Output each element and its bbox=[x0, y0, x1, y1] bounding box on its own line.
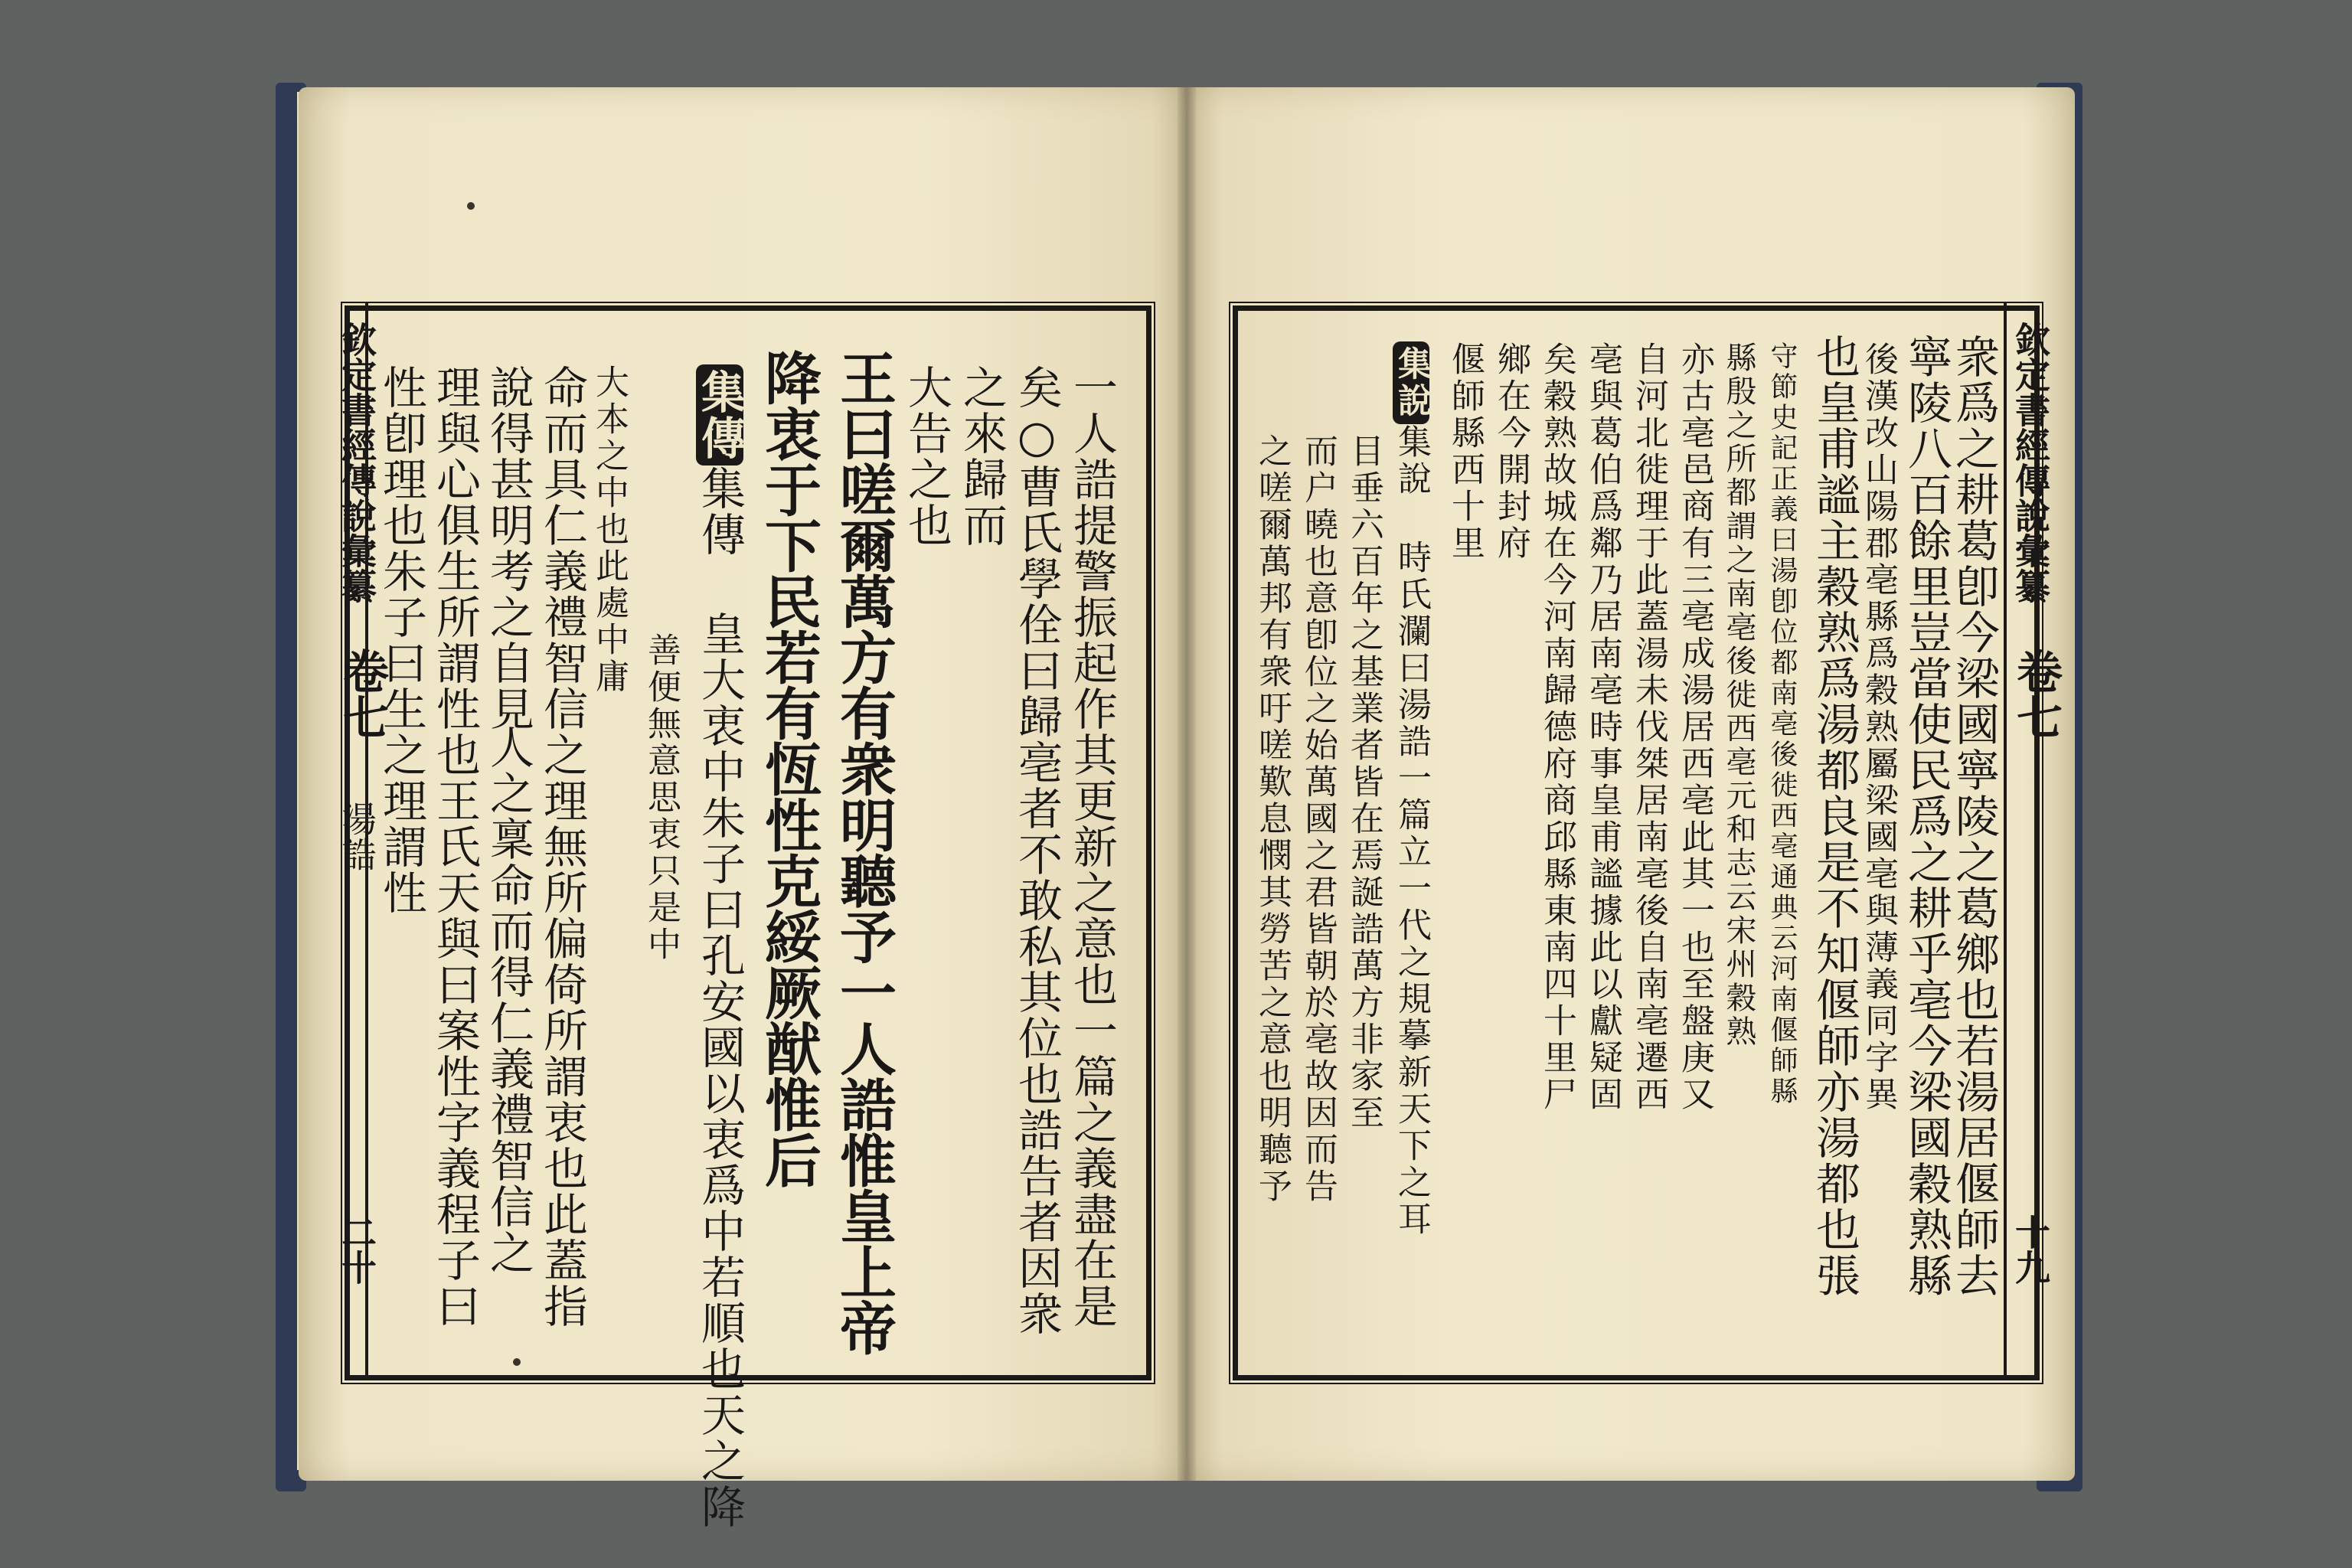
right-edge-title: 欽定書經傳說彙纂 bbox=[2010, 322, 2051, 603]
right-col-6: 縣殷之所都謂之南亳後徙西亳元和志云宋州穀熟 bbox=[1721, 341, 1756, 1049]
right-edge-volume: 卷七 bbox=[2009, 648, 2063, 740]
right-col-5: 守節史記正義曰湯卽位都南亳後徙西亳通典云河南偃師縣 bbox=[1766, 341, 1798, 1107]
right-edge-divider bbox=[2004, 303, 2007, 1375]
right-col-11: 鄉在今開封府 bbox=[1491, 341, 1530, 562]
left-col-2: 矣○曹氏學佺曰歸亳者不敢私其位也誥告者因衆 bbox=[1011, 364, 1063, 1337]
left-text-frame bbox=[335, 305, 1152, 1530]
open-book bbox=[276, 69, 2082, 1530]
right-page bbox=[1187, 87, 2075, 1481]
left-edge-volume: 卷七 bbox=[335, 648, 389, 740]
ink-spot bbox=[467, 202, 475, 210]
left-col-9: 大本之中也此處中庸 bbox=[590, 364, 629, 695]
right-col-4: 也皇甫謐主穀熟爲湯都良是不知偃師亦湯都也張 bbox=[1808, 334, 1860, 1298]
right-col-16: 之嗟爾萬邦有衆吁嗟歎息憫其勞苦之意也明聽予 bbox=[1253, 433, 1292, 1205]
right-col-12: 偃師縣西十里 bbox=[1446, 341, 1485, 562]
left-col-12: 說得甚明考之自見 bbox=[482, 364, 534, 732]
ink-spot bbox=[513, 1358, 521, 1366]
left-col-7: 集傳集傳 皇大衷中朱子曰孔安國以衷爲中若順也天之降 bbox=[696, 364, 743, 1530]
left-col-6: 降衷于下民若有恆性克綏厥猷惟后 bbox=[756, 349, 822, 1187]
left-col-10: 命而具仁義禮智信之理無所偏倚所謂衷也此蓋指 bbox=[536, 364, 588, 1329]
left-edge-page-number: 二十 bbox=[336, 1214, 377, 1285]
left-col-5: 王曰嗟爾萬方有衆明聽予一人誥惟皇上帝 bbox=[831, 349, 897, 1355]
jizhuan-badge: 集傳 bbox=[696, 364, 743, 466]
right-edge-page-number: 十九 bbox=[2010, 1214, 2051, 1285]
left-col-4: 大告之也 bbox=[900, 364, 952, 548]
right-col-2: 寧陵八百餘里豈當使民爲之耕乎亳今梁國穀熟縣 bbox=[1900, 334, 1952, 1298]
left-page bbox=[299, 87, 1187, 1530]
book-gutter bbox=[1178, 87, 1196, 1481]
left-col-13: 理與心俱生所謂性也王氏天與曰案性字義程子曰 bbox=[429, 364, 481, 1329]
jishuo-badge: 集說 bbox=[1393, 341, 1429, 424]
right-col-13: 集說集說 時氏瀾曰湯誥一篇立一代之規摹新天下之耳 bbox=[1393, 341, 1429, 1238]
left-edge-chapter: 湯誥 bbox=[336, 801, 377, 871]
right-text-frame bbox=[1233, 305, 2063, 1380]
right-col-7: 亦古亳邑商有三亳成湯居西亳此其一也至盤庚又 bbox=[1675, 341, 1714, 1113]
right-col-9: 亳與葛伯爲鄰乃居南亳時事皇甫謐據此以獻疑固 bbox=[1583, 341, 1622, 1113]
left-edge-title: 欽定書經傳說彙纂 bbox=[336, 322, 377, 603]
right-col-3: 後漢改山陽郡亳縣爲穀熟屬梁國亳與薄義同字異 bbox=[1859, 341, 1898, 1113]
right-col-1: 衆爲之耕葛卽今梁國寧陵之葛鄉也若湯居偃師去 bbox=[1948, 334, 2000, 1298]
right-col-10: 矣穀熟故城在今河南歸德府商邱縣東南四十里尸 bbox=[1537, 341, 1576, 1113]
right-col-15: 而户曉也意卽位之始萬國之君皆朝於亳故因而告 bbox=[1298, 433, 1338, 1205]
left-col-11: 人之稟命而得仁義禮智信之 bbox=[482, 724, 534, 1276]
left-col-3: 之來歸而 bbox=[956, 364, 1008, 548]
right-col-8: 自河北徙理于此蓋湯未伐桀居南亳後自南亳遷西 bbox=[1629, 341, 1668, 1113]
left-col-14: 性卽理也朱子曰生之理謂性 bbox=[375, 364, 427, 916]
left-col-1: 一人誥提警振起作其更新之意也一篇之義盡在是 bbox=[1066, 364, 1118, 1329]
right-col-14: 目垂六百年之基業者皆在焉誕誥萬方非家至 bbox=[1344, 433, 1383, 1132]
left-col-8: 善便無意思衷只是中 bbox=[642, 632, 681, 963]
